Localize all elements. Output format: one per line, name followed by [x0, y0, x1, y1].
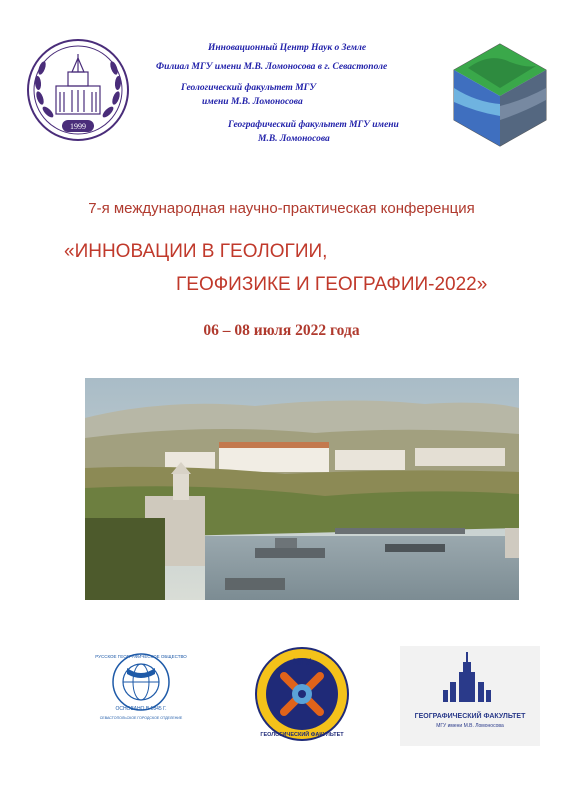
org-geography-faculty: Географический факультет МГУ имени — [228, 120, 399, 130]
earth-cube-logo — [450, 42, 550, 148]
conference-edition: 7-я международная научно-практическая конференция — [88, 200, 475, 217]
conference-title-line1: «ИННОВАЦИИ В ГЕОЛОГИИ, — [64, 241, 328, 262]
branch-emblem-logo — [26, 38, 130, 142]
geology-logo-ring-text: ГЕОЛОГИЧЕСКИЙ ФАКУЛЬТЕТ — [260, 732, 344, 738]
org-geology-faculty-2: имени М.В. Ломоносова — [202, 97, 303, 107]
sevastopol-bay-photo — [85, 378, 519, 600]
rgo-logo — [93, 648, 189, 722]
emblem-year: 1999 — [70, 122, 86, 131]
rgo-caption: СЕВАСТОПОЛЬСКОЕ ГОРОДСКОЕ ОТДЕЛЕНИЕ — [99, 716, 183, 720]
geography-logo-line2: МГУ имени М.В. Ломоносова — [436, 723, 504, 729]
geography-faculty-logo — [400, 646, 540, 746]
org-geology-faculty: Геологический факультет МГУ — [181, 83, 316, 93]
rgo-bottom-text: ОСНОВАНО В 1845 Г. — [115, 706, 167, 712]
geology-faculty-logo — [254, 646, 350, 742]
conference-dates: 06 – 08 июля 2022 года — [203, 322, 360, 339]
org-msu-sevastopol: Филиал МГУ имени М.В. Ломоносова в г. Севастополе — [156, 62, 388, 72]
geology-logo-top-text: МГУ — [292, 657, 312, 667]
conference-title-line2: ГЕОФИЗИКЕ И ГЕОГРАФИИ-2022» — [176, 274, 488, 295]
geography-logo-line1: ГЕОГРАФИЧЕСКИЙ ФАКУЛЬТЕТ — [414, 713, 526, 720]
org-icsz: Инновационный Центр Наук о Земле — [208, 43, 367, 53]
rgo-top-text: РУССКОЕ ГЕОГРАФИЧЕСКОЕ ОБЩЕСТВО — [95, 654, 187, 659]
org-geography-faculty-2: М.В. Ломоносова — [258, 134, 330, 144]
